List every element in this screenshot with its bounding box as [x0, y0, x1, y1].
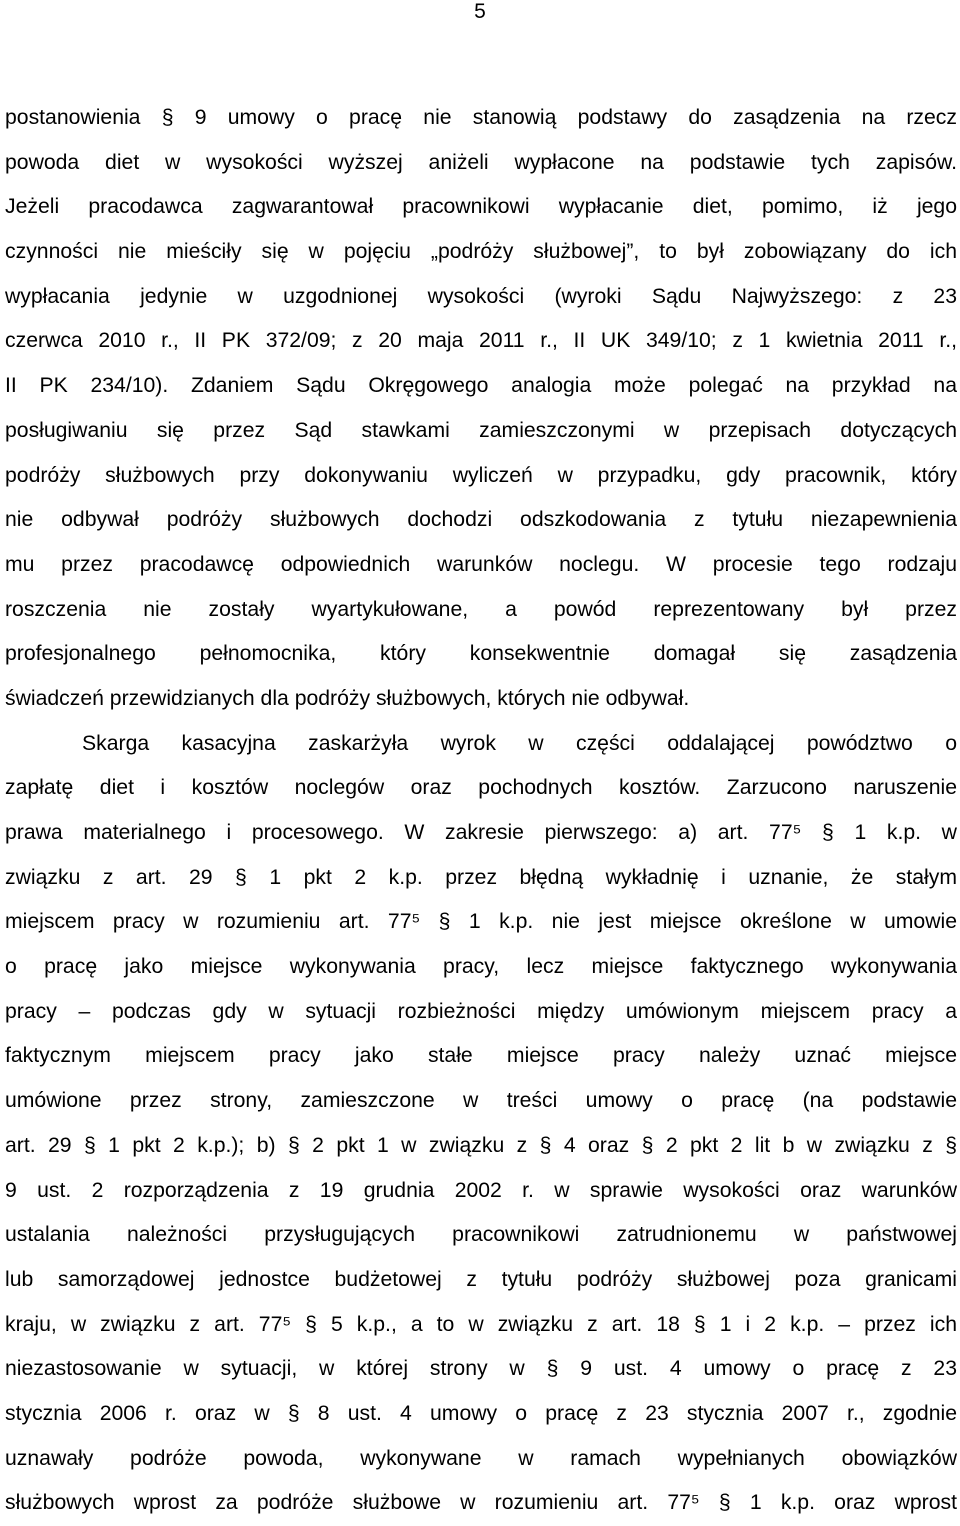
document-body	[5, 96, 957, 1526]
text-line: nie odbywał podróży służbowych dochodzi odszkodowania z tytułu niezapewnienia	[5, 508, 957, 532]
text-line: uznawały podróże powoda, wykonywane w ramach wypełnianych obowiązków	[5, 1446, 957, 1470]
text-line: Skarga kasacyjna zaskarżyła wyrok w części oddalającej powództwo o	[82, 731, 957, 755]
text-line: niezastosowanie w sytuacji, w której strony w § 9 ust. 4 umowy o pracę z 23	[5, 1357, 957, 1381]
text-line: roszczenia nie zostały wyartykułowane, a powód reprezentowany był przez	[5, 597, 957, 621]
text-line: zapłatę diet i kosztów noclegów oraz pochodnych kosztów. Zarzucono naruszenie	[5, 776, 957, 800]
text-line: postanowienia § 9 umowy o pracę nie stanowią podstawy do zasądzenia na rzecz	[5, 106, 957, 129]
text-line: o pracę jako miejsce wykonywania pracy, lecz miejsce faktycznego wykonywania	[5, 955, 957, 979]
text-line: Jeżeli pracodawca zagwarantował pracownikowi wypłacanie diet, pomimo, iż jego	[5, 195, 957, 219]
text-line: kraju, w związku z art. 77⁵ § 5 k.p., a to w związku z art. 18 § 1 i 2 k.p. – przez ich	[5, 1312, 957, 1336]
text-line: czerwca 2010 r., II PK 372/09; z 20 maja 2011 r., II UK 349/10; z 1 kwietnia 2011 r.,	[5, 329, 957, 353]
text-line: II PK 234/10). Zdaniem Sądu Okręgowego analogia może polegać na przykład na	[5, 374, 957, 398]
text-line: posługiwaniu się przez Sąd stawkami zamieszczonymi w przepisach dotyczących	[5, 418, 957, 442]
text-line: lub samorządowej jednostce budżetowej z tytułu podróży służbowej poza granicami	[5, 1267, 957, 1291]
text-line: wypłacania jedynie w uzgodnionej wysokości (wyroki Sądu Najwyższego: z 23	[5, 284, 957, 308]
text-line: umówione przez strony, zamieszczone w treści umowy o pracę (na podstawie	[5, 1089, 957, 1113]
text-line: mu przez pracodawcę odpowiednich warunków noclegu. W procesie tego rodzaju	[5, 552, 957, 576]
text-line: faktycznym miejscem pracy jako stałe miejsce pracy należy uznać miejsce	[5, 1044, 957, 1068]
text-line: ustalania należności przysługujących pracownikowi zatrudnionemu w państwowej	[5, 1223, 957, 1247]
text-line: świadczeń przewidzianych dla podróży służbowych, których nie odbywał.	[5, 686, 690, 710]
text-line: 9 ust. 2 rozporządzenia z 19 grudnia 2002 r. w sprawie wysokości oraz warunków	[5, 1178, 957, 1202]
text-line: podróży służbowych przy dokonywaniu wyliczeń w przypadku, gdy pracownik, który	[5, 463, 957, 487]
text-line: profesjonalnego pełnomocnika, który konsekwentnie domagał się zasądzenia	[5, 642, 957, 666]
text-line: stycznia 2006 r. oraz w § 8 ust. 4 umowy o pracę z 23 stycznia 2007 r., zgodnie	[5, 1401, 957, 1425]
text-line: pracy – podczas gdy w sytuacji rozbieżności między umówionym miejscem pracy a	[5, 999, 957, 1023]
text-line: prawa materialnego i procesowego. W zakresie pierwszego: a) art. 77⁵ § 1 k.p. w	[5, 821, 957, 844]
text-line: powoda diet w wysokości wyższej aniżeli wypłacone na podstawie tych zapisów.	[5, 150, 957, 174]
text-line: związku z art. 29 § 1 pkt 2 k.p. przez błędną wykładnię i uznanie, że stałym	[5, 865, 957, 889]
text-line: art. 29 § 1 pkt 2 k.p.); b) § 2 pkt 1 w związku z § 4 oraz § 2 pkt 2 lit b w związku z §	[5, 1133, 957, 1157]
text-line: czynności nie mieściły się w pojęciu „podróży służbowej”, to był zobowiązany do ich	[5, 240, 957, 264]
text-line: miejscem pracy w rozumieniu art. 77⁵ § 1 k.p. nie jest miejsce określone w umowie	[5, 910, 957, 934]
text-line: służbowych wprost za podróże służbowe w rozumieniu art. 77⁵ § 1 k.p. oraz wprost	[5, 1491, 957, 1515]
page-number: 5	[474, 0, 486, 23]
